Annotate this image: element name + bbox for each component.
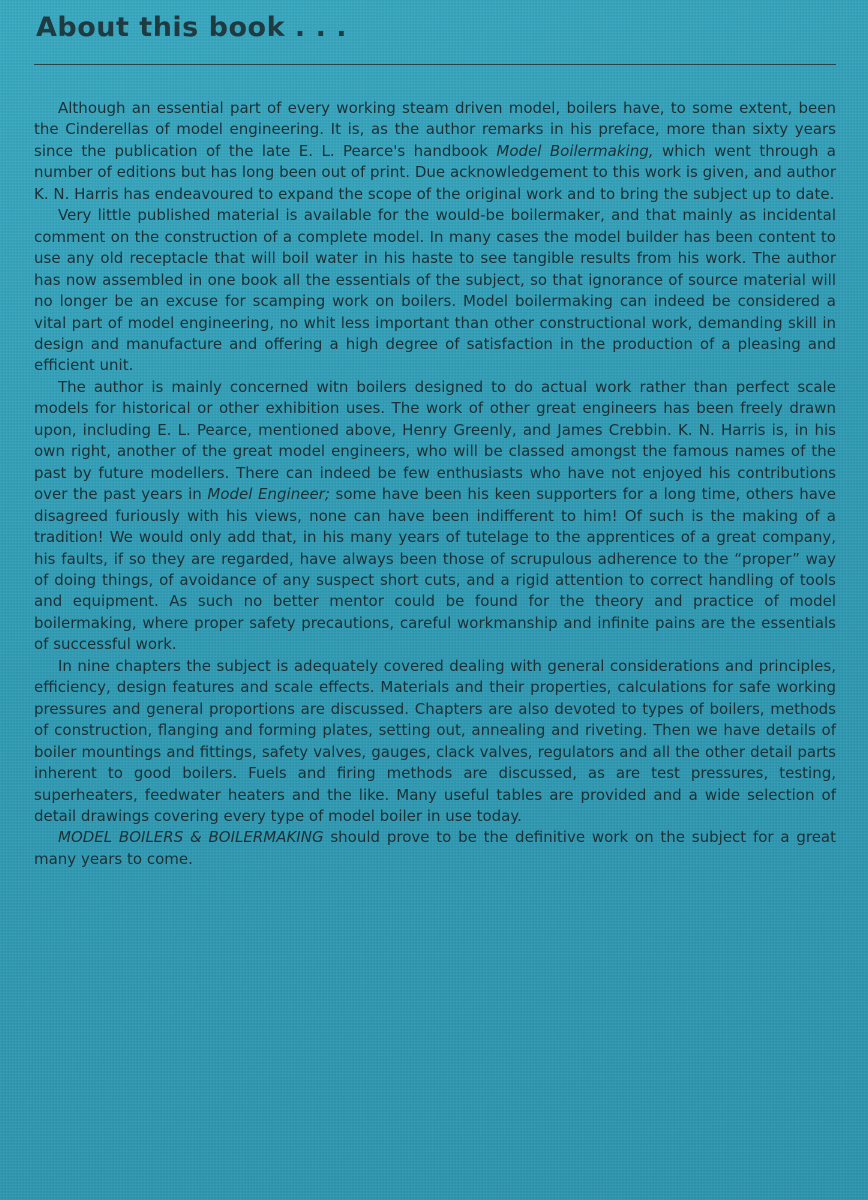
paragraph (34, 377, 836, 656)
italic-title-text: MODEL BOILERS & BOILERMAKING (58, 828, 324, 847)
paragraph-text: some have been his keen supporters for a long time, others have disagreed furiously with his views, none can have been indifferent to him! Of such is the making of a tradition! We would only add that, in his many years of tutelage to the apprentices of a great company, his faults, if so they are regarded, have always been those of scrupulous adherence to the “proper” way of doing things, of avoidance of any suspect short cuts, and a rigid attention to correct handling of tools and equipment. As such no better mentor could be found for the theory and practice of model boilermaking, where proper safety precautions, careful workmanship and infinite pains are the essentials of successful work. (34, 485, 836, 654)
paragraph (34, 656, 836, 828)
paragraph-text: Very little published material is available for the would-be boilermaker, and that mainly as incidental comment on the construction of a complete model. In many cases the model builder has been content to use any old receptacle that will boil water in his haste to see tangible results from his work. The author has now assembled in one book all the essentials of the subject, so that ignorance of source material will no longer be an excuse for scamping work on boilers. Model boilermaking can indeed be considered a vital part of model engineering, no whit less important than other constructional work, demanding skill in design and manufacture and offering a high degree of satisfaction in the production of a pleasing and efficient unit. (34, 206, 836, 375)
paragraph (34, 205, 836, 377)
blurb-text (34, 98, 836, 870)
page-title: About this book . . . (36, 12, 348, 43)
paragraph-text: which went through a number of editions but has long been out of print. Due acknowledgement to this work is given, and author K. N. Harris has endeavoured to expand the scope of the original work and to bring the subject up to date. (34, 141, 836, 203)
paragraph-text: should prove to be the definitive work on the subject for a great many years to come. (34, 828, 836, 868)
paragraph (34, 827, 836, 870)
italic-title-text: Model Engineer; (207, 485, 330, 504)
paragraph-text: Although an essential part of every working steam driven model, boilers have, to some extent, been the Cinderellas of model engineering. It is, as the author remarks in his preface, more than sixty years since the publication of the late E. L. Pearce's handbook (34, 99, 836, 160)
paragraph (34, 98, 836, 205)
paragraph-text: The author is mainly concerned witn boilers designed to do actual work rather than perfect scale models for historical or other exhibition uses. The work of other great engineers has been freely drawn upon, including E. L. Pearce, mentioned above, Henry Greenly, and James Crebbin. K. N. Harris is, in his own right, another of the great model engineers, who will be classed amongst the famous names of the past by future modellers. There can indeed be few enthusiasts who have not enjoyed his contributions over the past years in (34, 377, 836, 504)
italic-title-text: Model Boilermaking, (496, 141, 654, 160)
paragraph-text: In nine chapters the subject is adequately covered dealing with general considerations and principles, efficiency, design features and scale effects. Materials and their properties, calculations for safe working pressures and general proportions are discussed. Chapters are also devoted to types of boilers, methods of construction, flanging and forming plates, setting out, annealing and riveting. Then we have details of boiler mountings and fittings, safety valves, gauges, clack valves, regulators and all the other detail parts inherent to good boilers. Fuels and firing methods are discussed, as are test pressures, testing, superheaters, feedwater heaters and the like. Many useful tables are provided and a wide selection of detail drawings covering every type of model boiler in use today. (34, 656, 836, 825)
title-divider (34, 64, 836, 65)
